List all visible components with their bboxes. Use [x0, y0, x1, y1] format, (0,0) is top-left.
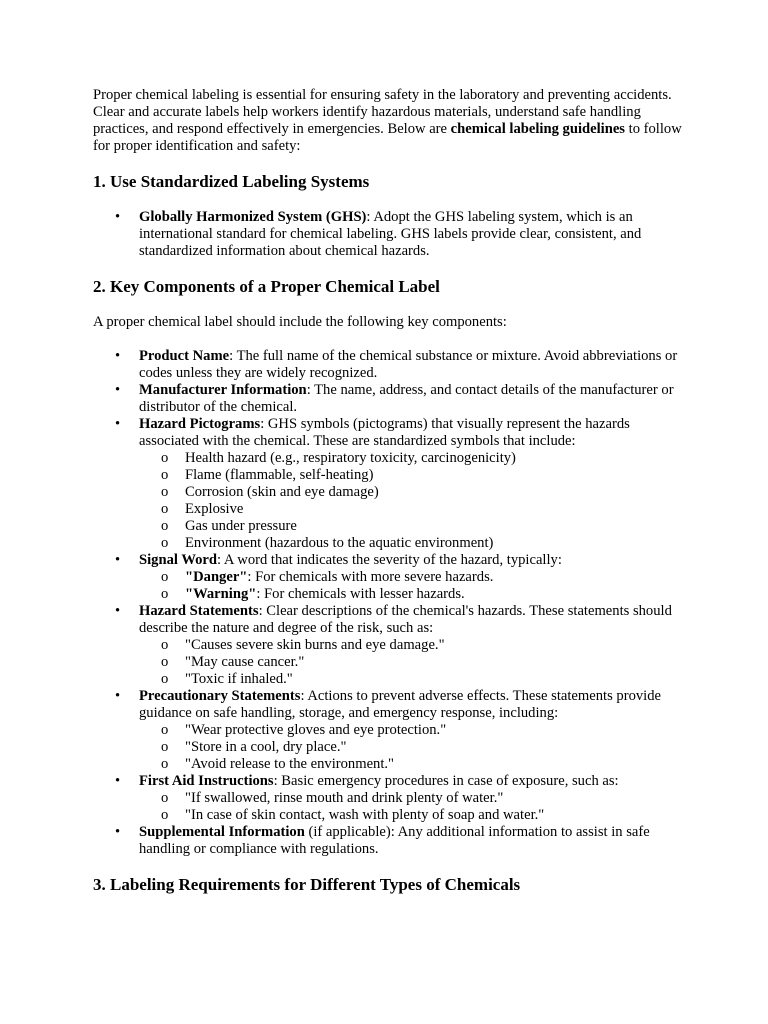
sub-item: o Health hazard (e.g., respiratory toxicity, carcinogenicity)	[139, 450, 683, 467]
item-term: Hazard Pictograms	[139, 416, 261, 432]
sub-text: : For chemicals with lesser hazards.	[256, 586, 465, 602]
sub-item: o Corrosion (skin and eye damage)	[139, 484, 683, 501]
sub-term: "Warning"	[185, 586, 257, 602]
signal-word-sublist	[139, 569, 683, 603]
sub-term: "Danger"	[185, 569, 248, 585]
sub-item: o Explosive	[139, 501, 683, 518]
item-text: (if applicable): Any additional information to assist in safe handling or compliance with regulations.	[139, 824, 650, 857]
sub-text: : For chemicals with more severe hazards.	[247, 569, 494, 585]
list-item-first-aid	[93, 773, 683, 824]
item-term: Hazard Statements	[139, 603, 259, 619]
list-item-signal-word	[93, 552, 683, 603]
item-term: Globally Harmonized System (GHS)	[139, 209, 367, 225]
item-text: : The name, address, and contact details of the manufacturer or distributor of the chemical.	[139, 382, 674, 415]
sub-item: o Flame (flammable, self-heating)	[139, 467, 683, 484]
section-3-heading: 3. Labeling Requirements for Different Types of Chemicals	[93, 875, 521, 894]
item-text: : A word that indicates the severity of the hazard, typically:	[217, 552, 562, 568]
section-1-heading: 1. Use Standardized Labeling Systems	[93, 172, 370, 191]
item-text: : Clear descriptions of the chemical's hazards. These statements should describe the nature and degree of the risk, such as:	[139, 603, 672, 636]
pictogram-sublist	[139, 450, 683, 552]
item-term: Precautionary Statements	[139, 688, 301, 704]
sub-item: o "In case of skin contact, wash with plenty of soap and water."	[139, 807, 683, 824]
sub-item: o "Avoid release to the environment."	[139, 756, 683, 773]
sub-item: o "If swallowed, rinse mouth and drink plenty of water."	[139, 790, 683, 807]
sub-item: o "Causes severe skin burns and eye damage."	[139, 637, 683, 654]
section-1-list	[93, 209, 683, 260]
item-term: First Aid Instructions	[139, 773, 274, 789]
intro-text-1: Proper chemical labeling is essential for ensuring safety in the laboratory and preventing accidents. Clear and accurate labels help workers identify hazardous materials, understand safe handling practices, and respond effectively in emergencies. Below are	[93, 87, 672, 137]
list-item-product-name	[93, 348, 683, 382]
precautionary-sublist	[139, 722, 683, 773]
section-2-list	[93, 348, 683, 858]
sub-item: o "May cause cancer."	[139, 654, 683, 671]
item-term: Product Name	[139, 348, 230, 364]
hazard-statements-sublist	[139, 637, 683, 688]
section-2-heading: 2. Key Components of a Proper Chemical Label	[93, 277, 440, 296]
sub-item-warning	[139, 586, 683, 603]
sub-item: o Gas under pressure	[139, 518, 683, 535]
item-text: : Basic emergency procedures in case of exposure, such as:	[273, 773, 619, 789]
intro-paragraph	[93, 87, 683, 155]
list-item-hazard-statements	[93, 603, 683, 688]
sub-item: o "Store in a cool, dry place."	[139, 739, 683, 756]
intro-text-2: to follow for proper identification and safety:	[93, 121, 682, 154]
document-page	[93, 87, 683, 912]
sub-item: o Environment (hazardous to the aquatic environment)	[139, 535, 683, 552]
list-item-hazard-pictograms	[93, 416, 683, 552]
sub-item: o "Wear protective gloves and eye protection."	[139, 722, 683, 739]
section-2-lead: A proper chemical label should include the following key components:	[93, 314, 507, 330]
first-aid-sublist	[139, 790, 683, 824]
list-item-supplemental	[93, 824, 683, 858]
item-term: Manufacturer Information	[139, 382, 307, 398]
list-item	[93, 209, 683, 260]
item-term: Supplemental Information	[139, 824, 305, 840]
item-term: Signal Word	[139, 552, 217, 568]
item-text: : The full name of the chemical substance or mixture. Avoid abbreviations or codes unless they are widely recognized.	[139, 348, 678, 381]
item-text: : GHS symbols (pictograms) that visually represent the hazards associated with the chemical. These are standardized symbols that include:	[139, 416, 630, 449]
intro-bold: chemical labeling guidelines	[450, 121, 625, 137]
sub-item-danger	[139, 569, 683, 586]
item-text: : Actions to prevent adverse effects. These statements provide guidance on safe handling, storage, and emergency response, including:	[139, 688, 661, 721]
list-item-precautionary-statements	[93, 688, 683, 773]
item-text: : Adopt the GHS labeling system, which is an international standard for chemical labeling. GHS labels provide clear, consistent, and standardized information about chemical hazards.	[139, 209, 642, 259]
list-item-manufacturer	[93, 382, 683, 416]
sub-item: o "Toxic if inhaled."	[139, 671, 683, 688]
